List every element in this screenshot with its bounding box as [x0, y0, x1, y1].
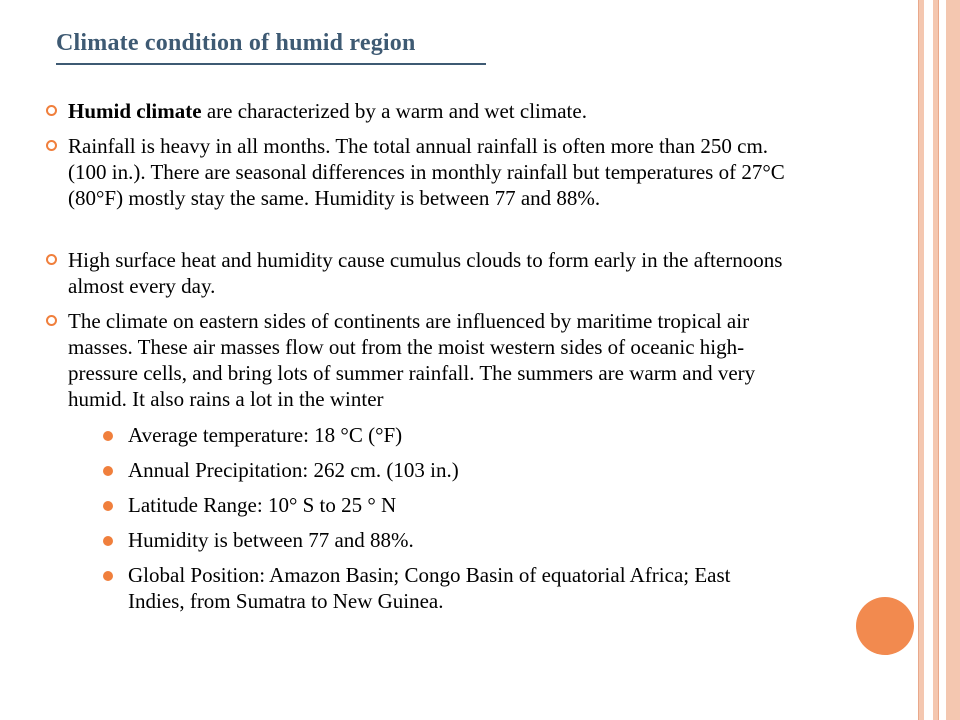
stripe-edge-line	[918, 0, 919, 720]
bullet-text: High surface heat and humidity cause cumulus clouds to form early in the afternoons almost every day.	[68, 248, 783, 298]
slide-title: Climate condition of humid region	[56, 30, 416, 56]
sub-bullet-item	[68, 527, 786, 553]
bullet-item	[46, 98, 786, 124]
bullet-dot-icon	[103, 466, 113, 476]
bullet-item	[46, 247, 786, 299]
sub-bullet-list	[68, 422, 786, 614]
slide-body	[46, 98, 786, 623]
decorative-stripe	[946, 0, 960, 720]
bullet-dot-icon	[103, 536, 113, 546]
sub-bullet-item	[68, 457, 786, 483]
bullet-dot-icon	[103, 501, 113, 511]
bullet-item	[46, 308, 786, 614]
stripe-edge-line	[938, 0, 939, 720]
decorative-stripe	[924, 0, 933, 720]
sub-bullet-text: Average temperature: 18 °C (°F)	[128, 423, 403, 447]
sub-bullet-text: Annual Precipitation: 262 cm. (103 in.)	[128, 458, 459, 482]
bullet-text: The climate on eastern sides of continents are influenced by maritime tropical air masses. These air masses flow out from the moist western sides of oceanic high-pressure cells, and bring lots of summer rainfall. The summers are warm and very humid. It also rains a lot in the winter	[68, 309, 756, 411]
bullet-dot-icon	[103, 571, 113, 581]
bullet-text: Rainfall is heavy in all months. The total annual rainfall is often more than 250 cm. (100 in.). There are seasonal differences in monthly rainfall but temperatures of 27°C (80°F) mostly stay the same. Humidity is between 77 and 88%.	[68, 134, 785, 210]
bullet-item	[46, 133, 786, 211]
bullet-dot-icon	[103, 431, 113, 441]
bullet-ring-icon	[46, 254, 57, 265]
sub-bullet-text: Latitude Range: 10° S to 25 ° N	[128, 493, 397, 517]
bullet-bold-text: Humid climate	[68, 99, 202, 123]
bullet-ring-icon	[46, 140, 57, 151]
decorative-stripe	[938, 0, 946, 720]
sub-bullet-text: Humidity is between 77 and 88%.	[128, 528, 414, 552]
bullet-text: are characterized by a warm and wet climate.	[201, 99, 587, 123]
accent-circle	[856, 597, 914, 655]
bullet-ring-icon	[46, 315, 57, 326]
sub-bullet-text: Global Position: Amazon Basin; Congo Basin of equatorial Africa; East Indies, from Sumatra to New Guinea.	[128, 563, 731, 613]
title-underline	[56, 63, 486, 65]
sub-bullet-item	[68, 422, 786, 448]
sub-bullet-item	[68, 492, 786, 518]
sub-bullet-item	[68, 562, 786, 614]
bullet-ring-icon	[46, 105, 57, 116]
